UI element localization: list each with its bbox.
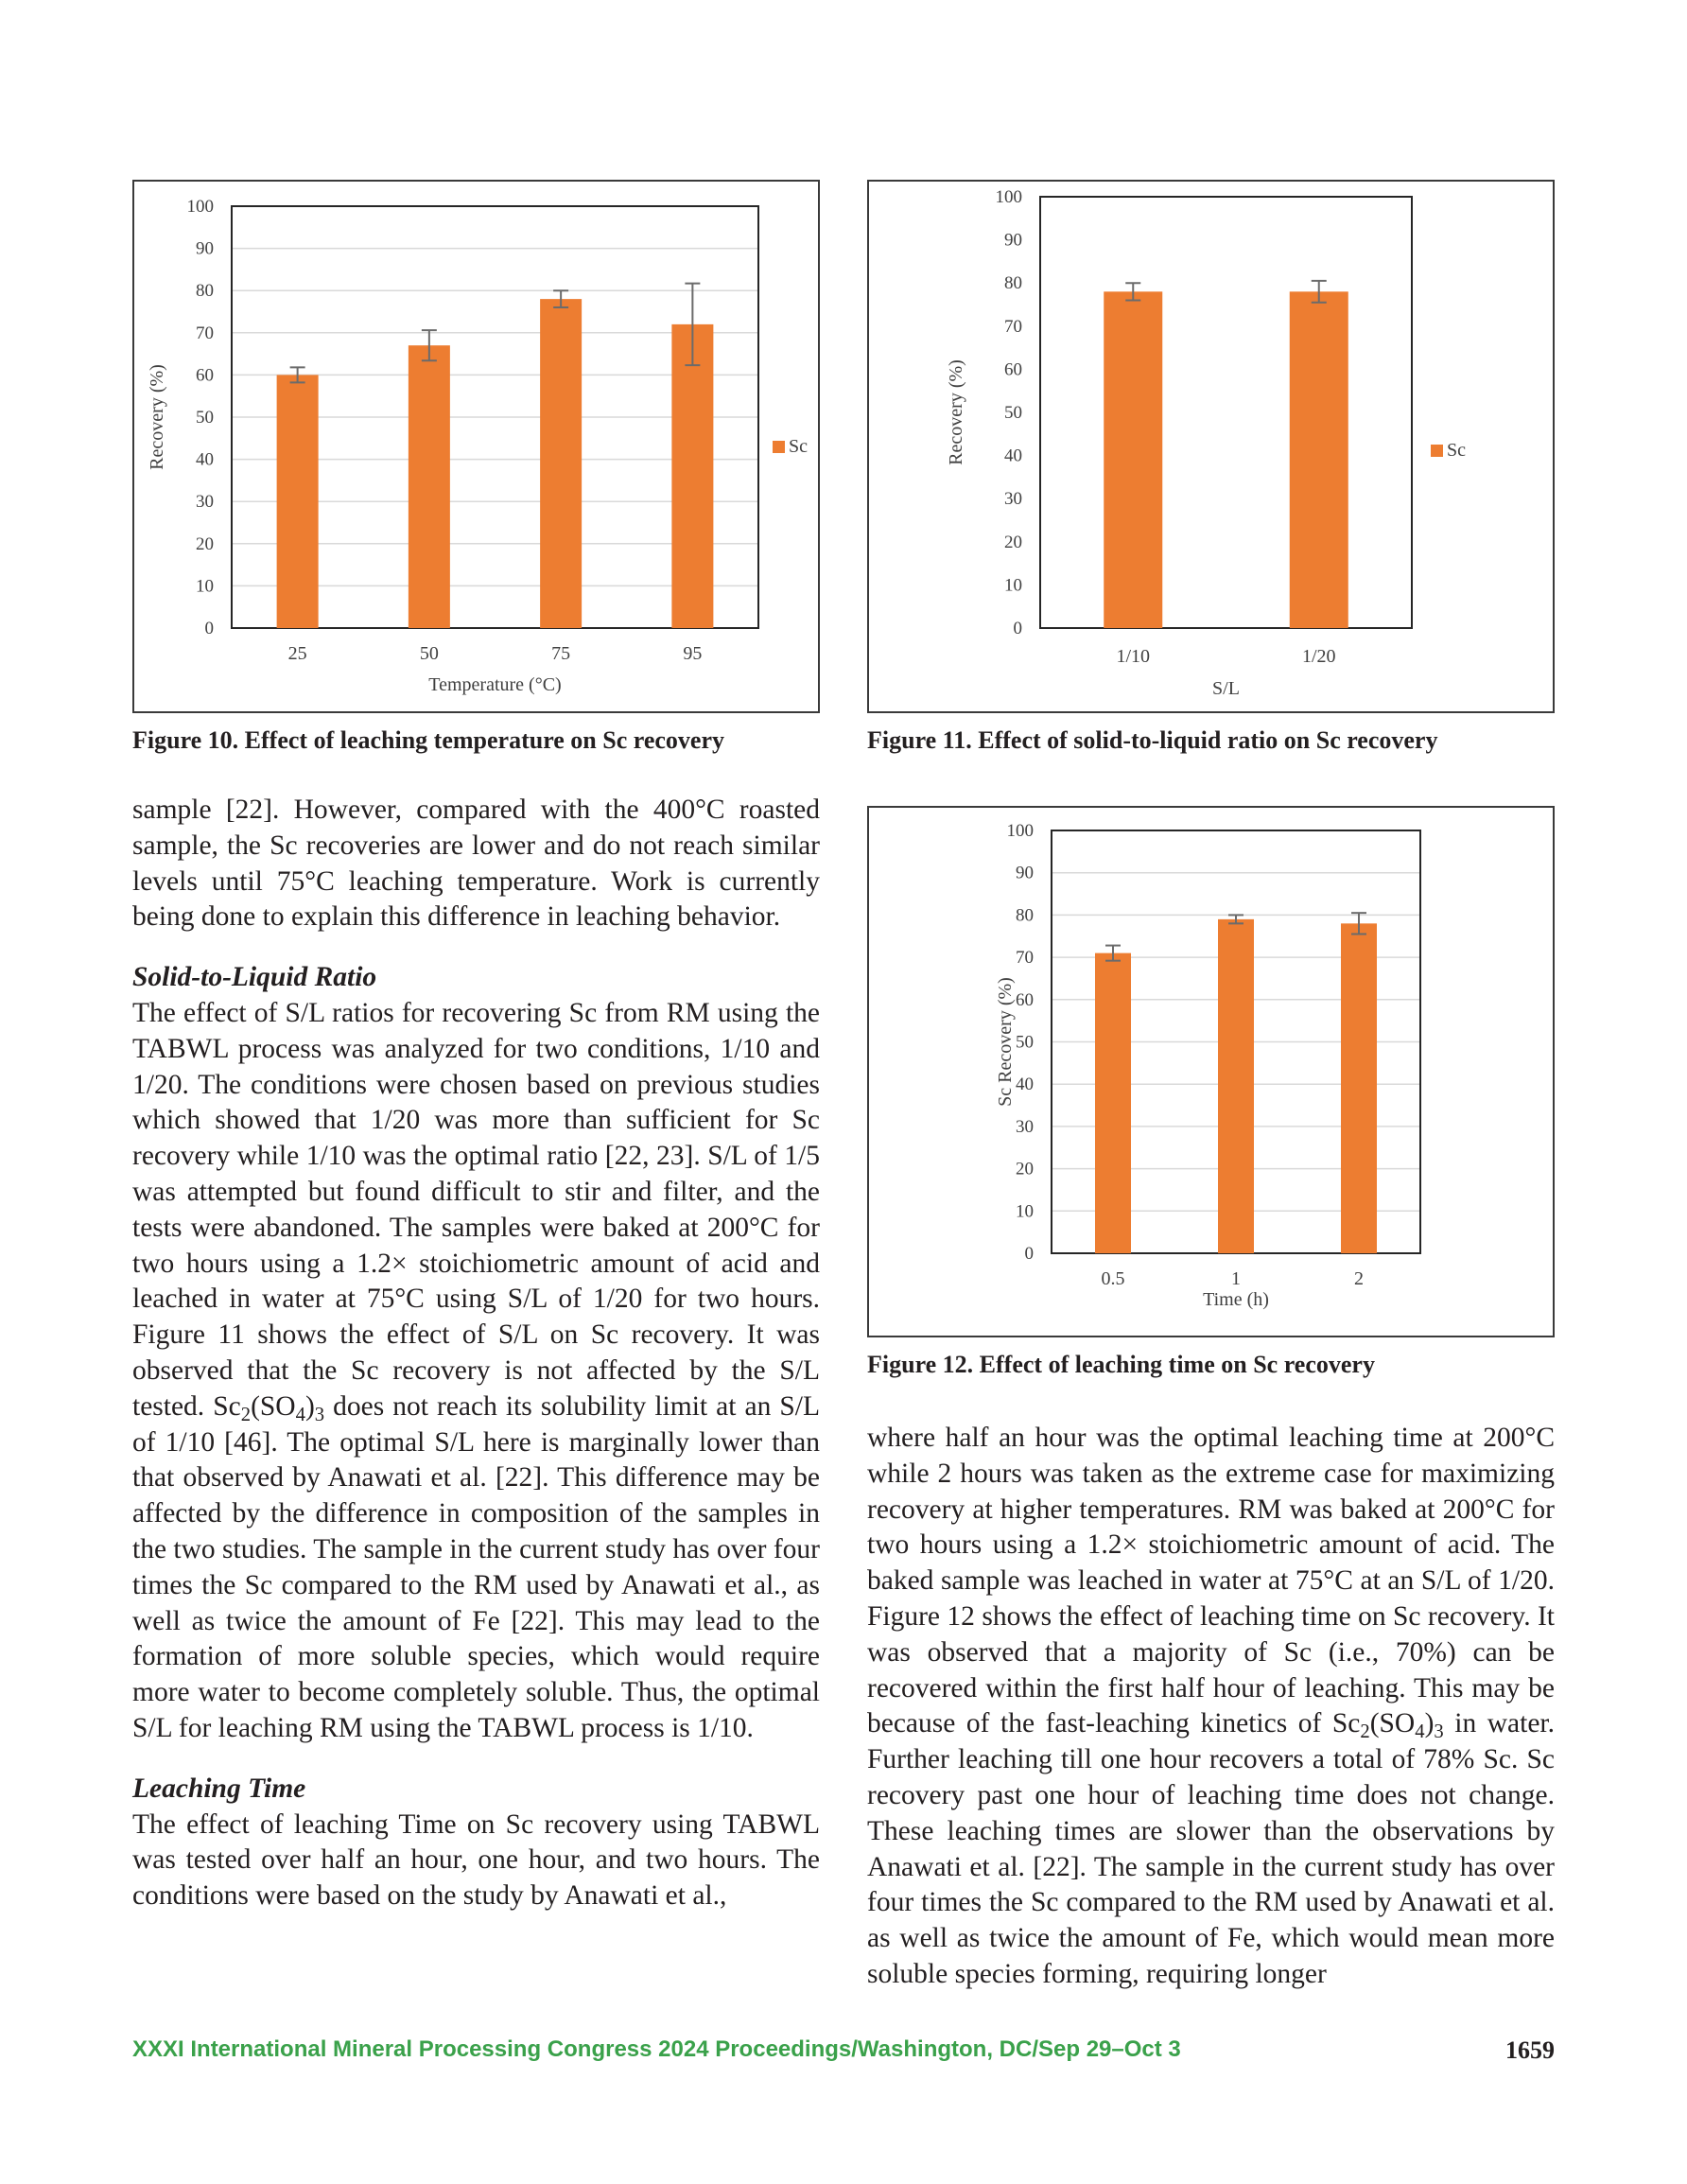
y-tick-label: 0 xyxy=(1013,619,1022,638)
y-tick-label: 60 xyxy=(1004,359,1022,380)
y-tick-label: 50 xyxy=(196,408,214,428)
x-tick-label: 1/20 xyxy=(1301,646,1336,667)
y-tick-label: 70 xyxy=(1004,316,1022,337)
bar-1/10 xyxy=(1104,291,1162,628)
y-tick-label: 40 xyxy=(196,449,214,470)
y-tick-label: 60 xyxy=(1016,989,1034,1010)
bar-25 xyxy=(277,375,319,628)
legend-label: Sc xyxy=(789,436,808,457)
figure-10-caption: Figure 10. Effect of leaching temperature on Sc recovery xyxy=(132,726,724,754)
y-tick-label: 100 xyxy=(1006,821,1034,841)
y-tick-label: 90 xyxy=(1004,230,1022,251)
page-number: 1659 xyxy=(1505,2036,1555,2064)
y-tick-label: 80 xyxy=(1016,905,1034,926)
x-tick-label: 1 xyxy=(1231,1268,1241,1289)
bar-0.5 xyxy=(1095,953,1131,1253)
y-tick-label: 30 xyxy=(196,492,214,513)
y-tick-label: 70 xyxy=(1016,948,1034,969)
bar-1/20 xyxy=(1290,291,1348,628)
y-tick-label: 10 xyxy=(196,576,214,597)
footer-conference-text: XXXI International Mineral Processing Congress 2024 Proceedings/Washington, DC/Sep 29–Oct 3 xyxy=(132,2036,1181,2062)
y-tick-label: 20 xyxy=(1016,1159,1034,1179)
right-text-column xyxy=(867,1421,1555,1993)
paragraph-solid-to-liquid: The effect of S/L ratios for recovering Sc from RM using the TABWL process was analyzed for two conditions, 1/10 and 1/20. The conditions were chosen based on previous studies which showed that 1/20 was more than sufficient for Sc recovery while 1/10 was the optimal ratio [22, 23]. S/L of 1/5 was attempted but found difficult to stir and filter, and the tests were abandoned. The samples were baked at 200°C for two hours using a 1.2× stoichiometric amount of acid and leached in water at 75°C using S/L of 1/20 for two hours. Figure 11 shows the effect of S/L on Sc recovery. It was observed that the Sc recovery is not affected by the S/L tested. $Sc_2(SO_4)_3$ does not reach its solubility limit at an S/L of 1/10 [46]. The optimal S/L here is marginally lower than that observed by Anawati et al. [22]. This difference may be affected by the difference in composition of the samples in the two studies. The sample in the current study has over four times the Sc compared to the RM used by Anawati et al., as well as twice the amount of Fe [22]. This may lead to the formation of more soluble species, which would require more water to become completely soluble. Thus, the optimal S/L for leaching RM using the TABWL process is 1/10. xyxy=(132,997,820,1743)
y-tick-label: 0 xyxy=(204,619,214,638)
x-tick-label: 2 xyxy=(1354,1268,1364,1289)
y-tick-label: 50 xyxy=(1004,403,1022,423)
figure-11-svg xyxy=(869,182,1557,715)
paragraph-leaching-time-continued: where half an hour was the optimal leaching time at 200°C while 2 hours was taken as the extreme case for maximizing recovery at higher temperatures. RM was baked at 200°C for two hours using a 1.2× stoichiometric amount of acid. The baked sample was leached in water at 75°C at an S/L of 1/20. Figure 12 shows the effect of leaching time on Sc recovery. It was observed that a majority of Sc (i.e., 70%) can be recovered within the first half hour of leaching. This may be because of the fast-leaching kinetics of $Sc_2(SO_4)_3$ in water. Further leaching till one hour recovers a total of 78% Sc. Sc recovery past one hour of leaching time does not change. These leaching times are slower than the observations by Anawati et al. [22]. The sample in the current study has over four times the Sc compared to the RM used by Anawati et al. as well as twice the amount of Fe, which would mean more soluble species forming, requiring longer xyxy=(867,1423,1555,1989)
plot-area-frame xyxy=(1040,197,1412,628)
x-tick-label: 1/10 xyxy=(1116,646,1151,667)
y-tick-label: 30 xyxy=(1016,1116,1034,1137)
y-tick-label: 0 xyxy=(1024,1244,1034,1264)
x-axis-label: Time (h) xyxy=(1203,1289,1269,1310)
y-tick-label: 50 xyxy=(1016,1032,1034,1053)
y-tick-label: 30 xyxy=(1004,489,1022,510)
y-tick-label: 10 xyxy=(1004,575,1022,596)
bar-50 xyxy=(409,345,450,628)
figure-10-svg xyxy=(134,182,822,715)
legend-swatch xyxy=(773,441,785,453)
figure-11-caption: Figure 11. Effect of solid-to-liquid ratio on Sc recovery xyxy=(867,726,1438,754)
y-tick-label: 40 xyxy=(1004,446,1022,466)
bar-1 xyxy=(1218,919,1254,1253)
figure-12-svg xyxy=(869,808,1557,1339)
y-tick-label: 10 xyxy=(1016,1201,1034,1222)
y-tick-label: 100 xyxy=(186,197,214,217)
y-tick-label: 90 xyxy=(196,238,214,259)
legend-swatch xyxy=(1431,445,1443,457)
bar-95 xyxy=(671,324,713,628)
paragraph-roasted-comparison: sample [22]. However, compared with the 400°C roasted sample, the Sc recoveries are lower and do not reach similar levels until 75°C leaching temperature. Work is currently being done to explain this difference in leaching behavior. xyxy=(132,795,820,933)
y-axis-label: Sc Recovery (%) xyxy=(995,977,1016,1107)
x-tick-label: 50 xyxy=(419,643,439,664)
x-axis-label: S/L xyxy=(1212,678,1240,699)
y-tick-label: 80 xyxy=(196,281,214,302)
bar-2 xyxy=(1341,923,1377,1253)
y-tick-label: 20 xyxy=(1004,532,1022,552)
figure-12-caption: Figure 12. Effect of leaching time on Sc recovery xyxy=(867,1351,1375,1378)
y-tick-label: 90 xyxy=(1016,863,1034,883)
y-tick-label: 80 xyxy=(1004,273,1022,294)
section-heading-solid-to-liquid: Solid-to-Liquid Ratio xyxy=(132,962,377,993)
x-tick-label: 0.5 xyxy=(1101,1268,1125,1289)
bar-75 xyxy=(540,299,582,628)
figure-10-chart xyxy=(132,180,820,713)
left-text-column xyxy=(132,793,820,1914)
page-footer xyxy=(132,2036,1555,2070)
figure-12-chart xyxy=(867,806,1555,1337)
y-tick-label: 20 xyxy=(196,533,214,554)
x-axis-label: Temperature (°C) xyxy=(428,674,562,695)
y-tick-label: 100 xyxy=(995,187,1022,207)
y-axis-label: Recovery (%) xyxy=(147,364,167,470)
y-tick-label: 70 xyxy=(196,323,214,343)
section-heading-leaching-time: Leaching Time xyxy=(132,1773,306,1804)
legend-label: Sc xyxy=(1447,440,1466,461)
figure-11-chart xyxy=(867,180,1555,713)
x-tick-label: 25 xyxy=(287,643,307,664)
y-tick-label: 60 xyxy=(196,365,214,386)
x-tick-label: 95 xyxy=(683,643,703,664)
paragraph-leaching-time: The effect of leaching Time on Sc recovery using TABWL was tested over half an hour, one hour, and two hours. The conditions were based on the study by Anawati et al., xyxy=(132,1808,820,1912)
y-tick-label: 40 xyxy=(1016,1075,1034,1095)
x-tick-label: 75 xyxy=(551,643,571,664)
y-axis-label: Recovery (%) xyxy=(946,359,966,465)
